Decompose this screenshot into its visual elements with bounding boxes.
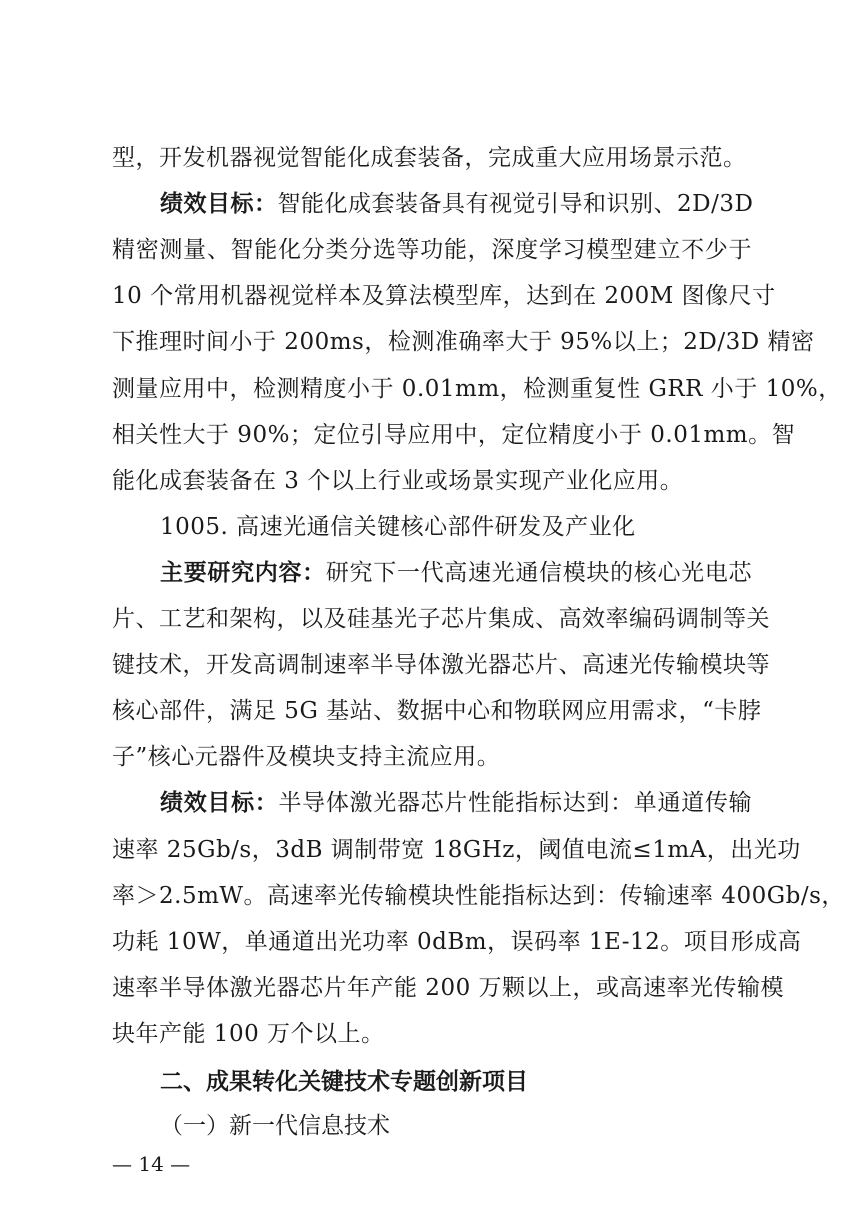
paragraph-line: 键技术，开发高调制速率半导体激光器芯片、高速光传输模块等 [112, 652, 770, 679]
paragraph-line [160, 558, 752, 588]
paragraph-line: 速率半导体激光器芯片年产能 200 万颗以上，或高速率光传输模 [112, 974, 785, 1001]
paragraph-line: 率＞2.5mW。高速率光传输模块性能指标达到：传输速率 400Gb/s， [112, 882, 845, 909]
performance-goal-label: 绩效目标： [160, 789, 279, 817]
paragraph-line: 精密测量、智能化分类分选等功能，深度学习模型建立不少于 [112, 237, 752, 264]
section-title-2: 二、成果转化关键技术专题创新项目 [160, 1068, 528, 1095]
paragraph-line: 下推理时间小于 200ms，检测准确率大于 95%以上；2D/3D 精密 [112, 329, 815, 356]
paragraph-text: 智能化成套装备具有视觉引导和识别、2D/3D [277, 191, 754, 218]
paragraph-line: 核心部件，满足 5G 基站、数据中心和物联网应用需求，“卡脖 [112, 698, 762, 725]
research-content-label: 主要研究内容： [160, 558, 326, 586]
paragraph-text: 研究下一代高速光通信模块的核心光电芯 [325, 559, 752, 586]
paragraph-line: 相关性大于 90%；定位引导应用中，定位精度小于 0.01mm。智 [112, 421, 796, 448]
paragraph-line [160, 788, 752, 818]
paragraph-line: 片、工艺和架构，以及硅基光子芯片集成、高效率编码调制等关 [112, 606, 770, 632]
page-number: — 14 — [112, 1152, 191, 1176]
paragraph-line: 型，开发机器视觉智能化成套装备，完成重大应用场景示范。 [112, 145, 747, 171]
paragraph-line: 能化成套装备在 3 个以上行业或场景实现产业化应用。 [112, 467, 684, 494]
paragraph-text: 半导体激光器芯片性能指标达到：单通道传输 [278, 790, 752, 817]
paragraph-line: 块年产能 100 万个以上。 [112, 1020, 385, 1047]
paragraph-line: 速率 25Gb/s，3dB 调制带宽 18GHz，阈值电流≤1mA，出光功 [112, 836, 801, 863]
section-heading: 1005. 高速光通信关键核心部件研发及产业化 [160, 513, 636, 540]
paragraph-line: 测量应用中，检测精度小于 0.01mm，检测重复性 GRR 小于 10%， [112, 375, 842, 402]
paragraph-line [160, 189, 752, 219]
subsection-title: （一）新一代信息技术 [160, 1113, 390, 1139]
paragraph-line: 功耗 10W，单通道出光功率 0dBm，误码率 1E-12。项目形成高 [112, 928, 802, 955]
paragraph-line: 10 个常用机器视觉样本及算法模型库，达到在 200M 图像尺寸 [112, 283, 776, 310]
paragraph-line: 子”核心元器件及模块支持主流应用。 [112, 744, 501, 771]
performance-goal-label: 绩效目标： [160, 190, 278, 218]
